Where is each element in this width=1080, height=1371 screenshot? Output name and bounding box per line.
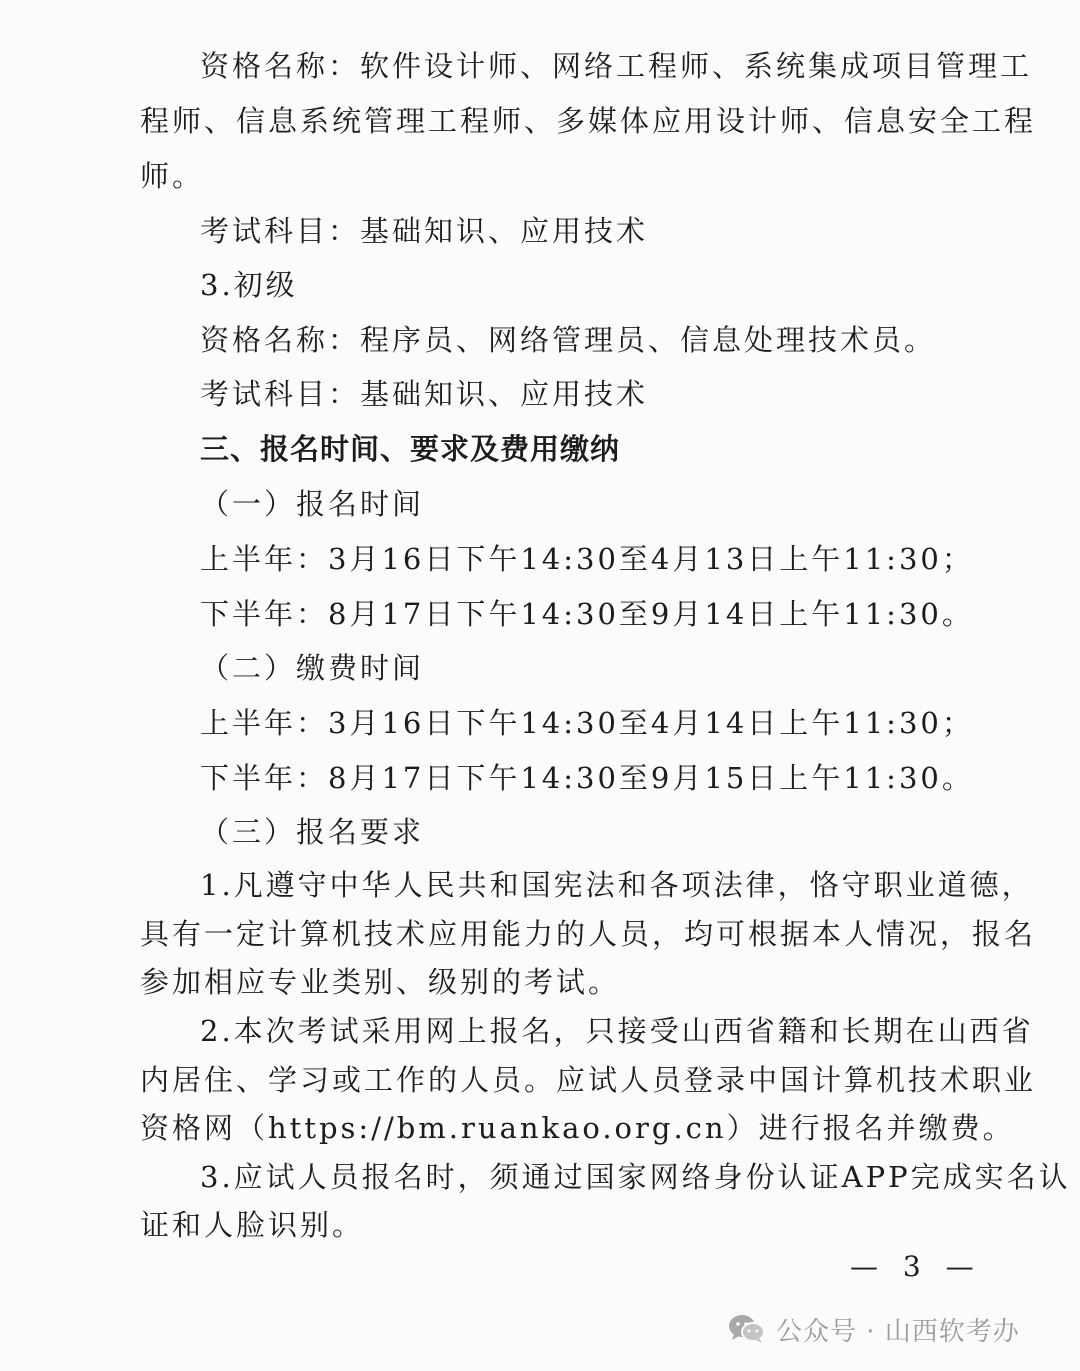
requirement-1-line-2: 具有一定计算机技术应用能力的人员，均可根据本人情况，报名 (140, 917, 1037, 951)
payment-second-half: 下半年：8月17日下午14:30至9月15日上午11:30。 (200, 761, 974, 795)
qualification-names-line-3: 师。 (140, 159, 205, 193)
payment-first-half: 上半年：3月16日下午14:30至4月14日上午11:30； (200, 706, 974, 740)
registration-first-half: 上半年：3月16日下午14:30至4月13日上午11:30； (200, 542, 974, 576)
wechat-watermark (728, 1307, 1020, 1351)
junior-qualification-names: 资格名称：程序员、网络管理员、信息处理技术员。 (200, 323, 937, 357)
qualification-names-line-2: 程师、信息系统管理工程师、多媒体应用设计师、信息安全工程 (140, 104, 1037, 138)
requirement-1-line-3: 参加相应专业类别、级别的考试。 (140, 965, 621, 999)
exam-subjects-line: 考试科目：基础知识、应用技术 (200, 214, 649, 248)
watermark-text: 公众号 · 山西软考办 (776, 1316, 1020, 1347)
section-three-heading: 三、报名时间、要求及费用缴纳 (200, 432, 621, 466)
requirement-3-line-2: 证和人脸识别。 (140, 1208, 365, 1242)
qualification-names-line-1: 资格名称：软件设计师、网络工程师、系统集成项目管理工 (200, 49, 1033, 83)
wechat-icon (728, 1313, 766, 1345)
page-number: — 3 — (850, 1250, 982, 1283)
junior-exam-subjects: 考试科目：基础知识、应用技术 (200, 377, 649, 411)
requirement-2-line-2: 内居住、学习或工作的人员。应试人员登录中国计算机技术职业 (140, 1063, 1037, 1097)
registration-second-half: 下半年：8月17日下午14:30至9月14日上午11:30。 (200, 597, 974, 631)
registration-requirements-heading: （三）报名要求 (200, 815, 425, 849)
requirement-3-line-1: 3.应试人员报名时，须通过国家网络身份认证APP完成实名认 (200, 1160, 1071, 1194)
requirement-2-line-1: 2.本次考试采用网上报名，只接受山西省籍和长期在山西省 (200, 1014, 1034, 1048)
payment-time-heading: （二）缴费时间 (200, 651, 425, 685)
registration-time-heading: （一）报名时间 (200, 487, 425, 521)
requirement-2-line-3: 资格网（https://bm.ruankao.org.cn）进行报名并缴费。 (140, 1111, 1015, 1145)
requirement-1-line-1: 1.凡遵守中华人民共和国宪法和各项法律，恪守职业道德， (200, 868, 1034, 902)
junior-level-heading: 3.初级 (200, 268, 298, 302)
